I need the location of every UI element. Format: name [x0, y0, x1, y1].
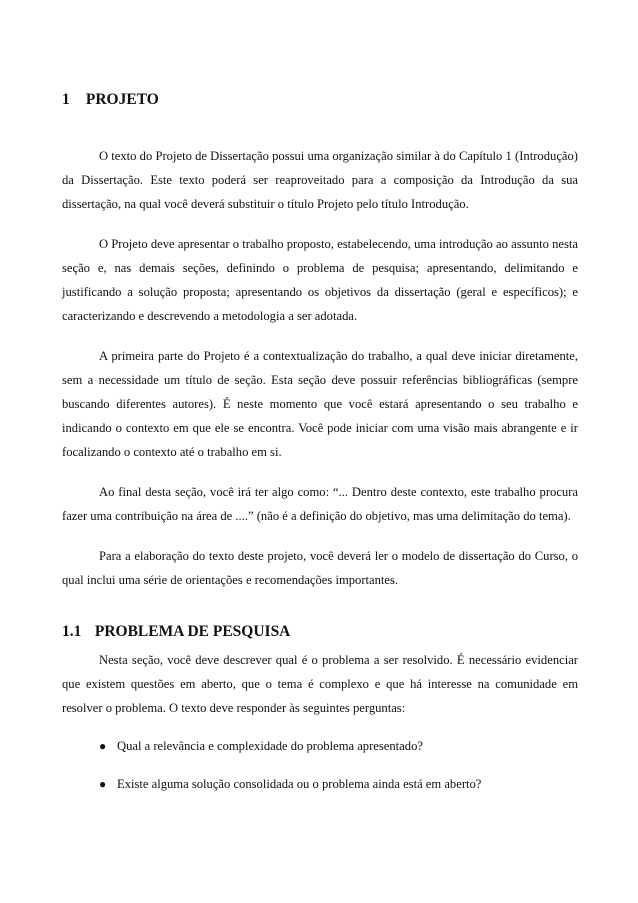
subsection-number: 1.1: [62, 623, 82, 640]
bullet-icon: ●: [99, 777, 107, 791]
paragraph: Nesta seção, você deve descrever qual é o problema a ser resolvido. É necessário evidenciar que existem questões em aberto, que o tema é complexo e que há interesse na comunidade em resolver o problema. O texto deve responder às seguintes perguntas:: [62, 653, 578, 715]
list-item: [99, 772, 578, 796]
subsection-heading: [62, 622, 578, 642]
list-item-text: Qual a relevância e complexidade do problema apresentado?: [117, 739, 423, 753]
bullet-icon: ●: [99, 739, 107, 753]
subsection-title: PROBLEMA DE PESQUISA: [94, 623, 291, 640]
question-list: [62, 734, 578, 796]
paragraph: A primeira parte do Projeto é a contextualização do trabalho, a qual deve iniciar diretamente, sem a necessidade um título de seção. Esta seção deve possuir referências bibliográficas (sempre buscando diferentes autores). É neste momento que você estará apresentando o seu trabalho e indicando o contexto em que ele se encontra. Você pode iniciar com uma visão mais abrangente e ir focalizando o contexto até o trabalho em si.: [62, 349, 578, 459]
paragraph: O Projeto deve apresentar o trabalho proposto, estabelecendo, uma introdução ao assunto nesta seção e, nas demais seções, definindo o problema de pesquisa; apresentando, delimitando e justificando a solução proposta; apresentando os objetivos da dissertação (geral e específicos); e caracterizando e descrevendo a metodologia a ser adotada.: [62, 237, 578, 323]
list-item: [99, 734, 578, 758]
paragraph: O texto do Projeto de Dissertação possui uma organização similar à do Capítulo 1 (Introdução) da Dissertação. Este texto poderá ser reaproveitado para a composição da Introdução da sua dissertação, na qual você deverá substituir o título Projeto pelo título Introdução.: [62, 149, 578, 211]
paragraph: Ao final desta seção, você irá ter algo como: “... Dentro deste contexto, este trabalho procura fazer uma contribuição na área de ....” (não é a definição do objetivo, mas uma delimitação do tema).: [62, 485, 578, 523]
section-number: 1: [62, 91, 70, 108]
section-title: PROJETO: [85, 91, 159, 108]
page-content: [62, 90, 578, 810]
paragraph: Para a elaboração do texto deste projeto, você deverá ler o modelo de dissertação do Curso, o qual inclui uma série de orientações e recomendações importantes.: [62, 549, 578, 587]
list-item-text: Existe alguma solução consolidada ou o problema ainda está em aberto?: [117, 777, 482, 791]
section-heading: [62, 90, 578, 110]
